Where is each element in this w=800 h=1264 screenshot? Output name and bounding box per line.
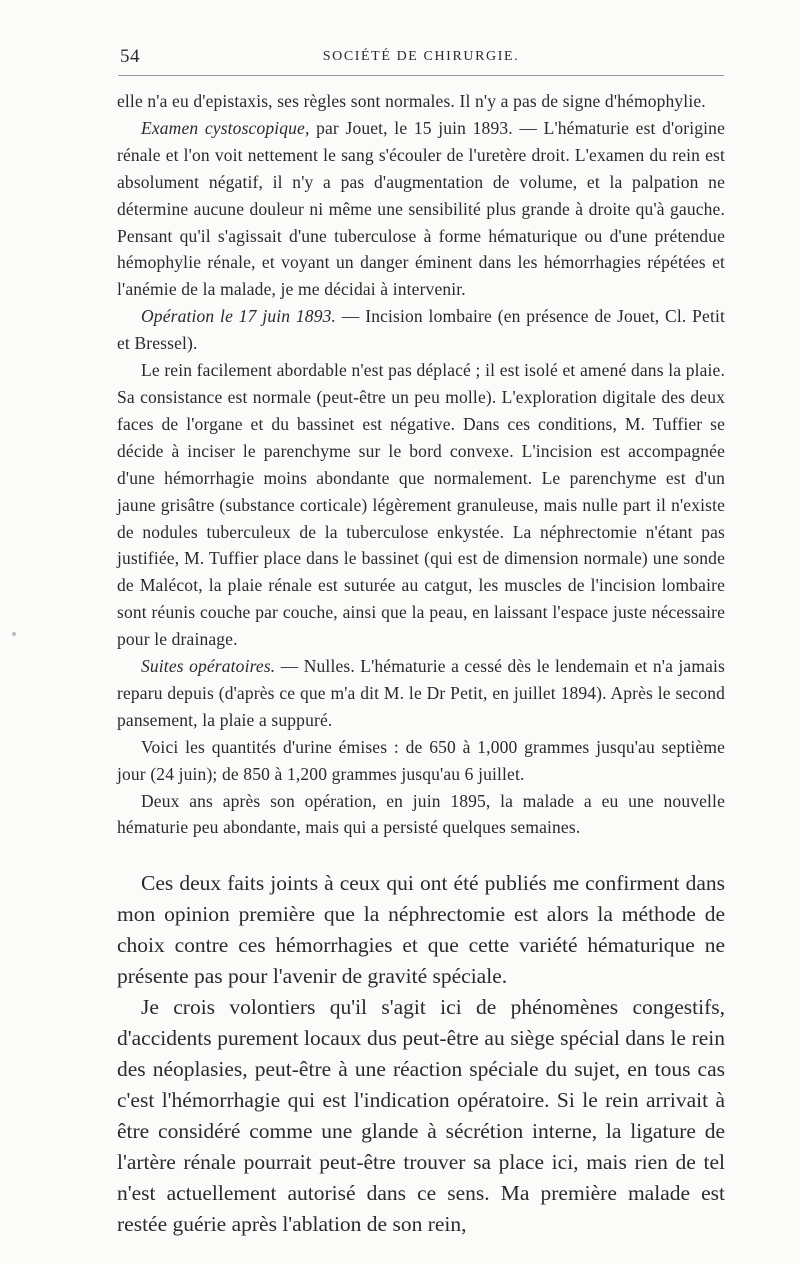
paragraph-operation: Opération le 17 juin 1893. — Incision lombaire (en présence de Jouet, Cl. Petit et Bressel). (117, 306, 725, 354)
running-title: SOCIÉTÉ DE CHIRURGIE. (322, 49, 520, 64)
paragraph-postoperative: Suites opératoires. — Nulles. L'hématurie a cessé dès le lendemain et n'a jamais reparu depuis (d'après ce que m'a dit M. le Dr Petit, en juillet 1894). Après le second pansement, la plaie a suppuré. (117, 656, 725, 730)
case-report-text (117, 88, 725, 841)
page-number: 54 (120, 46, 140, 67)
paragraph-recurrence: Deux ans après son opération, en juin 1895, la malade a eu une nouvelle hématurie peu abondante, mais qui a persisté quelques semaines. (117, 790, 725, 838)
operation-heading: Opération le 17 juin 1893. (141, 306, 337, 327)
cystoscopy-heading: Examen cystoscopique, (141, 117, 310, 138)
header-rule (118, 75, 724, 76)
paragraph-epistaxis: elle n'a eu d'epistaxis, ses règles sont normales. Il n'y a pas de signe d'hémophylie. (117, 91, 706, 111)
paragraph-urine-quantities: Voici les quantités d'urine émises : de 650 à 1,000 grammes jusqu'au septième jour (24 juin); de 850 à 1,200 grammes jusqu'au 6 juillet. (117, 736, 725, 784)
paragraph-conclusion: Ces deux faits joints à ceux qui ont été publiés me confirment dans mon opinion première que la néphrectomie est alors la méthode de choix contre ces hémorrhagies et que cette variété hématurique ne présente pas pour l'avenir de gravité spéciale. (117, 871, 725, 988)
paragraph-kidney-exploration: Le rein facilement abordable n'est pas déplacé ; il est isolé et amené dans la plaie. Sa consistance est normale (peut-être un peu molle). L'exploration digitale des deux faces de l'organe et du bassinet est négative. Dans ces conditions, M. Tuffier se décide à inciser le parenchyme sur le bord convexe. L'incision est accompagnée d'une hémorrhagie moins abondante que normalement. Le parenchyme est d'un jaune grisâtre (substance corticale) légèrement granuleuse, mais nulle part il n'existe de nodules tuberculeux de la tuberculose enkystée. La néphrectomie n'étant pas justifiée, M. Tuffier place dans le bassinet (qui est de dimension normale) une sonde de Malécot, la plaie rénale est suturée au catgut, les muscles de l'incision lombaire sont réunis couche par couche, ainsi que la peau, en laissant l'espace juste nécessaire pour le drainage. (117, 360, 725, 650)
margin-speck (12, 632, 16, 636)
paragraph-cystoscopy: Examen cystoscopique, par Jouet, le 15 juin 1893. — L'hématurie est d'origine rénale et l'on voit nettement le sang s'écouler de l'uretère droit. L'examen du rein est absolument négatif, il n'y a pas d'augmentation de volume, et la palpation ne détermine aucune douleur ni même une sensibilité plus grande à droite qu'à gauche. Pensant qu'il s'agissait d'une tuberculose à forme hématurique ou d'une prétendue hémophylie rénale, et voyant un danger éminent dans les hémorrhagies répétées et l'anémie de la malade, je me décidai à intervenir. (117, 117, 725, 300)
paragraph-hypothesis: Je crois volontiers qu'il s'agit ici de phénomènes congestifs, d'accidents purement locaux dus peut-être au siège spécial dans le rein des néoplasies, peut-être à une réaction spéciale du sujet, en tous cas c'est l'hémorrhagie qui est l'indication opératoire. Si le rein arrivait à être considéré comme une glande à sécrétion interne, la ligature de l'artère rénale pourrait peut-être trouver sa place ici, mais rien de tel n'est actuellement autorisé dans ce sens. Ma première malade est restée guérie après l'ablation de son rein, (117, 995, 725, 1236)
page-header (118, 46, 724, 70)
postoperative-heading: Suites opératoires. (141, 656, 276, 677)
discussion-text (117, 868, 725, 1240)
